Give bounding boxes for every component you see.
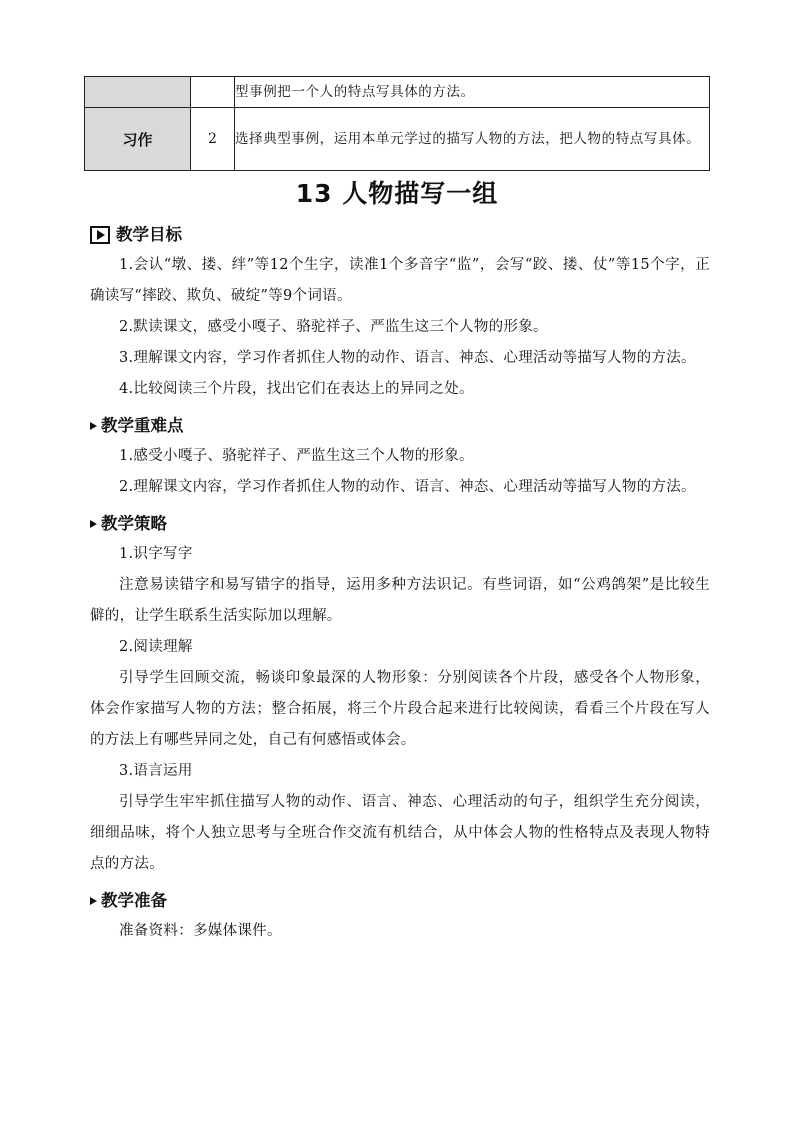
- preparation-item: 准备资料：多媒体课件。: [119, 923, 282, 939]
- table-cell-category: [85, 77, 191, 108]
- table-cell-category: 习作: [85, 108, 191, 171]
- goal-item: 4.比较阅读三个片段，找出它们在表达上的异同之处。: [119, 381, 474, 397]
- strategy-subheading: 2.阅读理解: [119, 639, 193, 655]
- table-row: [85, 77, 710, 108]
- table-cell-content: 选择典型事例，运用本单元学过的描写人物的方法，把人物的特点写具体。: [235, 108, 710, 171]
- play-box-icon: [90, 226, 110, 244]
- table-row: [85, 108, 710, 171]
- key-point-item: 2.理解课文内容，学习作者抓住人物的动作、语言、神态、心理活动等描写人物的方法。: [119, 479, 696, 495]
- unit-plan-table: [84, 76, 710, 171]
- strategy-text: 注意易读错字和易写错字的指导，运用多种方法识记。有些词语，如“公鸡鸽架”是比较生僻的，让学生联系生活实际加以理解。: [90, 577, 710, 624]
- goal-item: 2.默读课文，感受小嘎子、骆驼祥子、严监生这三个人物的形象。: [119, 319, 548, 335]
- triangle-bullet-icon: [90, 897, 97, 905]
- lesson-title: 13 人物描写一组: [295, 179, 499, 208]
- section-heading-strategy: [90, 509, 710, 539]
- table-cell-hours: 2: [191, 108, 235, 171]
- key-point-item: 1.感受小嘎子、骆驼祥子、严监生这三个人物的形象。: [119, 448, 474, 464]
- triangle-bullet-icon: [90, 520, 97, 528]
- table-cell-content: 型事例把一个人的特点写具体的方法。: [235, 77, 710, 108]
- strategy-text: 引导学生回顾交流，畅谈印象最深的人物形象：分别阅读各个片段，感受各个人物形象，体会作家描写人物的方法；整合拓展，将三个片段合起来进行比较阅读，看看三个片段在写人的方法上有哪些异同之处，自己有何感悟或体会。: [90, 670, 710, 748]
- strategy-subheading: 1.识字写字: [119, 546, 193, 562]
- lesson-content: [90, 220, 710, 947]
- section-heading-text: 教学准备: [101, 891, 167, 910]
- strategy-subheading: 3.语言运用: [119, 763, 193, 779]
- goal-item: 1.会认“墩、搂、绊”等12个生字，读准1个多音字“监”，会写“跤、搂、仗”等15个字，正确读写“摔跤、欺负、破绽”等9个词语。: [90, 257, 710, 304]
- section-heading-text: 教学策略: [101, 514, 167, 533]
- table-cell-hours: [191, 77, 235, 108]
- section-heading-text: 教学重难点: [101, 416, 184, 435]
- triangle-bullet-icon: [90, 422, 97, 430]
- section-heading-goals: [90, 220, 710, 250]
- section-heading-key-points: [90, 411, 710, 441]
- strategy-text: 引导学生牢牢抓住描写人物的动作、语言、神态、心理活动的句子，组织学生充分阅读，细细品味，将个人独立思考与全班合作交流有机结合，从中体会人物的性格特点及表现人物特点的方法。: [90, 794, 710, 872]
- goal-item: 3.理解课文内容，学习作者抓住人物的动作、语言、神态、心理活动等描写人物的方法。: [119, 350, 696, 366]
- section-heading-preparation: [90, 886, 710, 916]
- section-heading-text: 教学目标: [116, 225, 182, 244]
